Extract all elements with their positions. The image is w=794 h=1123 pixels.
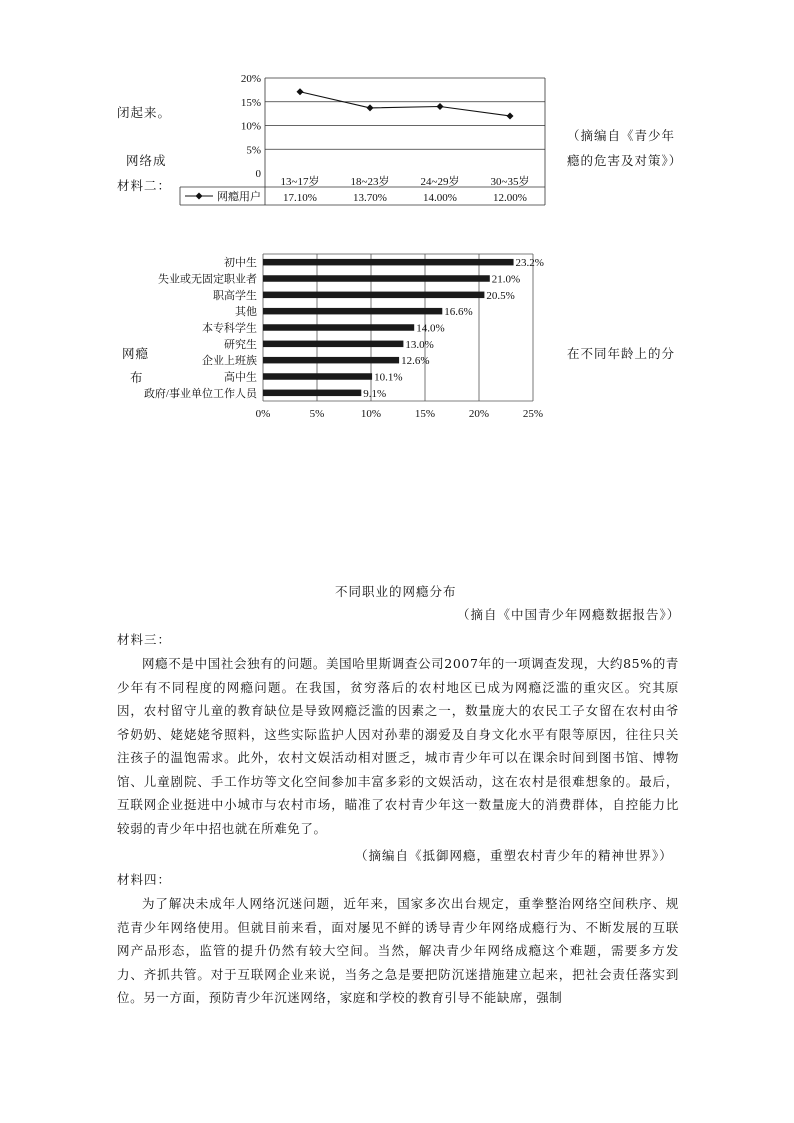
table-value: 13.70%: [353, 192, 387, 204]
source-right-1: （摘编自《青少年: [567, 128, 676, 143]
bar: [263, 390, 361, 397]
x-tick-label: 0%: [255, 408, 271, 420]
bar-value-label: 16.6%: [444, 306, 473, 319]
side-note-top-left: 闭起来。: [117, 105, 172, 120]
chart2-caption: 不同职业的网瘾分布: [335, 584, 457, 599]
bar: [263, 373, 372, 380]
series-line: [300, 92, 510, 116]
category-label: 其他: [235, 306, 257, 319]
x-category-label: 13~17岁: [280, 176, 320, 188]
y-tick-label: 5%: [246, 144, 261, 157]
age-line-chart: [170, 70, 550, 210]
table-value: 17.10%: [283, 192, 317, 204]
side-note-mid-left-2: 材料二：: [117, 178, 172, 193]
bar-value-label: 13.0%: [405, 338, 434, 351]
x-tick-label: 10%: [360, 408, 382, 420]
bar: [263, 341, 403, 348]
category-label: 研究生: [224, 338, 257, 351]
category-label: 职高学生: [213, 289, 257, 302]
bar-value-label: 21.0%: [491, 273, 521, 286]
x-tick-label: 25%: [522, 408, 544, 420]
occupation-bar-chart: [143, 248, 560, 428]
bar: [263, 292, 484, 299]
material3-source: （摘编自《抵御网瘾，重塑农村青少年的精神世界》）: [355, 848, 673, 863]
bar: [263, 275, 490, 282]
material4-heading: 材料四：: [117, 872, 172, 887]
y-tick-label: 10%: [240, 120, 261, 133]
y-tick-label: 15%: [240, 96, 261, 109]
material3-heading: 材料三：: [117, 632, 172, 647]
legend-marker: [196, 193, 203, 200]
bar-value-label: 23.2%: [515, 257, 544, 270]
material3-paragraph: 网瘾不是中国社会独有的问题。美国哈里斯调查公司2007年的一项调查发现，大约85%的青少年有不同程度的网瘾问题。在我国，贫穷落后的农村地区已成为网瘾泛滥的重灾区。究其原因，农村留守儿童的教育缺位是导致网瘾泛滥的因素之一，数量庞大的农民工子女留在农村由爷爷奶奶、姥姥姥爷照料，这些实际监护人因对孙辈的溺爱及自身文化水平有限等原因，往往只关注孩子的温饱需求。此外，农村文娱活动相对匮乏，城市青少年可以在课余时间到图书馆、博物馆、儿童剧院、手工作坊等文化空间参加丰富多彩的文娱活动，这在农村是很难想象的。最后，互联网企业挺进中小城市与农村市场，瞄准了农村青少年这一数量庞大的消费群体，自控能力比较弱的青少年中招也就在所难免了。: [117, 656, 679, 836]
x-tick-label: 20%: [468, 408, 490, 420]
side-note-bar-left-2: 布: [130, 370, 144, 385]
bar-value-label: 10.1%: [374, 371, 403, 384]
side-note-bar-right: 在不同年龄上的分: [567, 346, 676, 361]
table-value: 12.00%: [493, 192, 527, 204]
category-label: 高中生: [224, 371, 257, 384]
x-category-label: 24~29岁: [420, 176, 460, 188]
x-category-label: 18~23岁: [350, 176, 390, 188]
x-tick-label: 15%: [414, 408, 436, 420]
bar: [263, 259, 514, 266]
legend-label: 网瘾用户: [217, 191, 261, 203]
source-right-2: 瘾的危害及对策》）: [567, 153, 683, 168]
category-label: 本专科学生: [202, 322, 257, 335]
side-note-bar-left-1: 网瘾: [122, 346, 150, 361]
data-point: [507, 113, 514, 120]
y-tick-label: 20%: [240, 73, 261, 85]
bar-value-label: 20.5%: [486, 289, 515, 302]
bar: [263, 324, 414, 331]
material4-paragraph: 为了解决未成年人网络沉迷问题，近年来，国家多次出台规定，重拳整治网络空间秩序、规范青少年网络使用。但就目前来看，面对屡见不鲜的诱导青少年网络成瘾行为、不断发展的互联网产品形态，监管的提升仍然有较大空间。当然，解决青少年网络成瘾这个难题，需要多方发力、齐抓共管。对于互联网企业来说，当务之急是要把防沉迷措施建立起来，把社会责任落实到位。另一方面，预防青少年沉迷网络，家庭和学校的教育引导不能缺席，强制: [117, 896, 679, 1005]
bar-value-label: 14.0%: [416, 322, 445, 335]
x-category-label: 30~35岁: [490, 176, 530, 188]
bar: [263, 308, 442, 315]
bar-value-label: 9.1%: [363, 387, 387, 400]
category-label: 失业或无固定职业者: [158, 273, 257, 286]
data-point: [367, 104, 374, 111]
data-point: [297, 88, 304, 95]
data-point: [437, 103, 444, 110]
bar-value-label: 12.6%: [401, 355, 430, 368]
side-note-mid-left-1: 网络成: [126, 153, 167, 168]
category-label: 政府/事业单位工作人员: [143, 387, 257, 400]
category-label: 企业上班族: [202, 355, 257, 368]
category-label: 初中生: [224, 257, 257, 270]
bar: [263, 357, 399, 364]
chart2-source: （摘自《中国青少年网瘾数据报告》）: [457, 607, 681, 622]
table-value: 14.00%: [423, 192, 457, 204]
y-tick-label: 0: [255, 168, 261, 180]
x-tick-label: 5%: [309, 408, 325, 420]
